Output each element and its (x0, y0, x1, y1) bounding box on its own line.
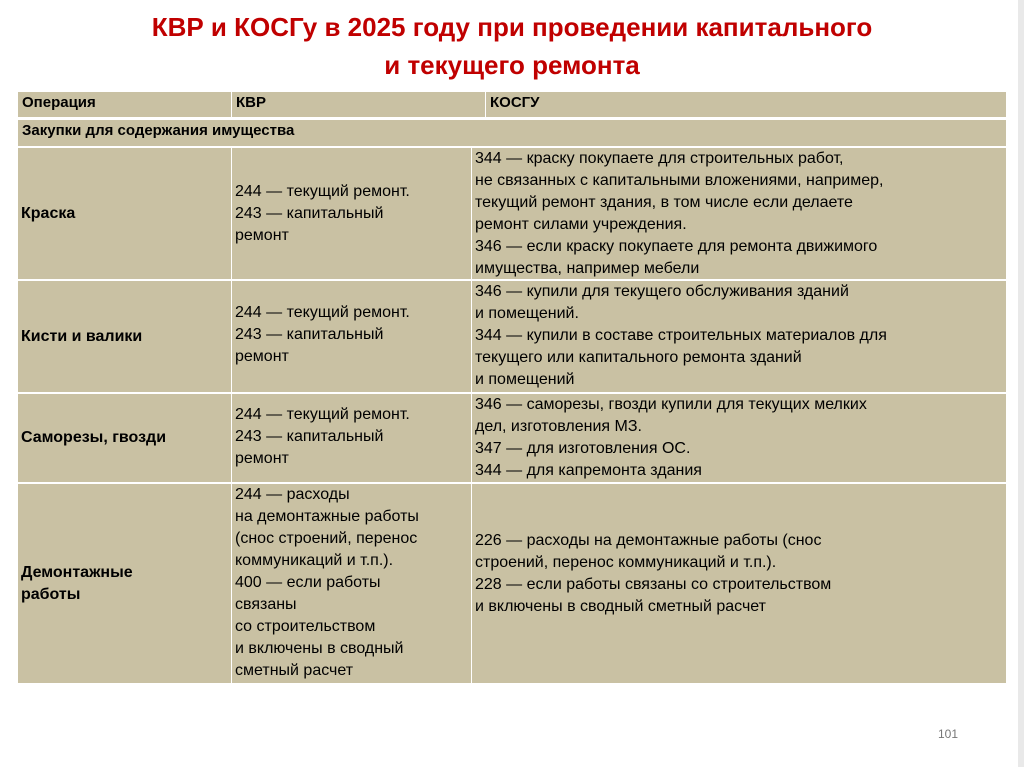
table-row-kvr (232, 281, 472, 392)
table-row-kosgu (472, 148, 1006, 279)
title-line-1: КВР и КОСГу в 2025 году при проведении капитального (151, 12, 873, 42)
table-row-kosgu (472, 394, 1006, 482)
kvr-line: 244 — текущий ремонт. (235, 406, 410, 423)
kvr-line: ремонт (235, 348, 289, 365)
table-row-operation (18, 148, 232, 279)
slide-title (0, 8, 1024, 84)
operation-label: Кисти и валики (21, 327, 143, 345)
table-row-operation (18, 281, 232, 392)
kvr-line: со строительством (235, 618, 376, 635)
kosgu-line: 226 — расходы на демонтажные работы (снос (475, 532, 822, 549)
kosgu-line: 346 — если краску покупаете для ремонта движимого (475, 238, 878, 255)
kosgu-line: имущества, например мебели (475, 260, 700, 277)
kvr-line: 243 — капитальный (235, 205, 384, 222)
kvr-line: сметный расчет (235, 662, 354, 679)
kvr-line: ремонт (235, 450, 289, 467)
kosgu-line: и помещений. (475, 305, 579, 322)
table-row-kvr (232, 148, 472, 279)
kvr-line: 243 — капитальный (235, 326, 384, 343)
header-label: Операция (22, 94, 96, 111)
kvr-line: 244 — текущий ремонт. (235, 304, 410, 321)
kosgu-line: 344 — краску покупаете для строительных работ, (475, 150, 844, 167)
slide-frame-edge (1018, 0, 1024, 767)
row-divider (18, 146, 1006, 148)
kosgu-line: 228 — если работы связаны со строительством (475, 576, 832, 593)
kvr-line: 400 — если работы (235, 574, 381, 591)
table-row-operation (18, 484, 232, 683)
kosgu-line: ремонт силами учреждения. (475, 216, 687, 233)
kvr-line: ремонт (235, 227, 289, 244)
table-row-kosgu (472, 484, 1006, 683)
kosgu-line: текущего или капитального ремонта зданий (475, 349, 802, 366)
kvr-line: 244 — расходы (235, 486, 350, 503)
table-row-kvr (232, 484, 472, 683)
kosgu-line: 344 — купили в составе строительных материалов для (475, 327, 887, 344)
kvr-line: коммуникаций и т.п.). (235, 552, 394, 569)
kosgu-line: 344 — для капремонта здания (475, 462, 702, 479)
operation-label: Демонтажные (21, 563, 133, 581)
kosgu-line: текущий ремонт здания, в том числе если делаете (475, 194, 853, 211)
kosgu-line: и включены в сводный сметный расчет (475, 598, 766, 615)
kvr-line: 243 — капитальный (235, 428, 384, 445)
row-divider (18, 279, 1006, 281)
table-row-kosgu (472, 281, 1006, 392)
row-divider (18, 482, 1006, 484)
table-row-kvr (232, 394, 472, 482)
kvr-line: 244 — текущий ремонт. (235, 183, 410, 200)
header-cell-kosgu (486, 92, 1006, 117)
row-divider (18, 117, 1006, 120)
row-divider (18, 392, 1006, 394)
kosgu-line: дел, изготовления МЗ. (475, 418, 642, 435)
kosgu-line: 346 — саморезы, гвозди купили для текущих мелких (475, 396, 867, 413)
page-number: 101 (938, 727, 959, 741)
kvr-line: и включены в сводный (235, 640, 404, 657)
operation-label: Краска (21, 204, 76, 222)
header-label: КВР (236, 94, 266, 111)
kosgu-line: 346 — купили для текущего обслуживания зданий (475, 283, 849, 300)
operation-label: Саморезы, гвозди (21, 429, 167, 446)
kosgu-line: 347 — для изготовления ОС. (475, 440, 691, 457)
kvr-kosgu-table (18, 92, 1006, 683)
operation-label: работы (21, 585, 81, 603)
section-label: Закупки для содержания имущества (22, 122, 295, 139)
header-cell-operation (18, 92, 232, 117)
kvr-line: на демонтажные работы (235, 508, 419, 525)
kosgu-line: и помещений (475, 371, 575, 388)
table-row-operation (18, 394, 232, 482)
header-label: КОСГУ (490, 94, 540, 111)
kvr-line: связаны (235, 596, 297, 613)
header-cell-kvr (232, 92, 486, 117)
kosgu-line: не связанных с капитальными вложениями, например, (475, 172, 884, 189)
kvr-line: (снос строений, перенос (235, 530, 418, 547)
title-line-2: и текущего ремонта (384, 50, 640, 80)
section-row (18, 120, 1006, 146)
kosgu-line: строений, перенос коммуникаций и т.п.). (475, 554, 777, 571)
